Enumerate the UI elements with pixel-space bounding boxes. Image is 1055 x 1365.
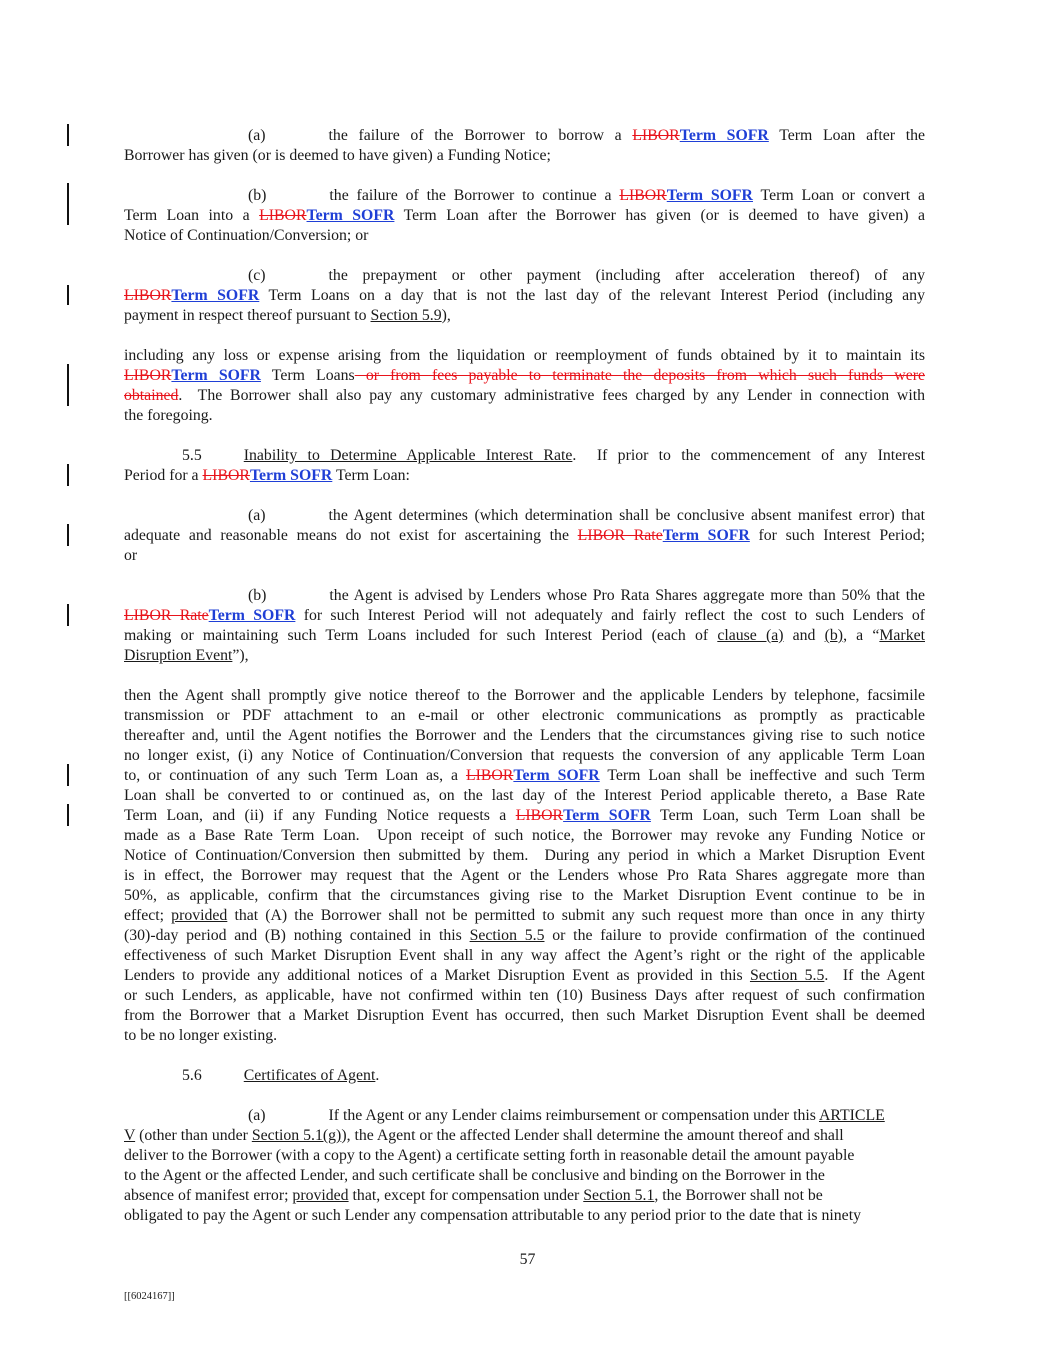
section-5-5-clause-a: (a) the Agent determines (which determination shall be conclusive absent manifest error) that adequate and reasonable means do not exist for ascertaining the LIBOR RateTerm SOFR for such Interest Period; or <box>124 507 925 564</box>
document-id: [[6024167]] <box>124 1291 175 1302</box>
section-number: 5.5 <box>182 447 202 464</box>
section-5-5: 5.5 Inability to Determine Applicable Interest Rate. If prior to the commencement of any Interest Period for a LIBORTerm SOFR Term Loan: <box>124 447 925 484</box>
section-5-6-clause-a: (a) If the Agent or any Lender claims reimbursement or compensation under this ARTICLE V (other than under Section 5.1(g)), the Agent or the affected Lender shall determine the amount thereof and shall deliver to the Borrower (with a copy to the Agent) a certificate setting forth in reasonable detail the amount payable to the Agent or the affected Lender, and such certificate shall be conclusive and binding on the Borrower in the absence of manifest error; provided that, except for compensation under Section 5.1, the Borrower shall not be obligated to pay the Agent or such Lender any compensation attributable to any period prior to the date that is ninety <box>124 1107 885 1224</box>
clause-c-prepayment: (c) the prepayment or other payment (including after acceleration thereof) of any LIBORTerm SOFR Term Loans on a day that is not the last day of the relevant Interest Period (including any payment in respect thereof pursuant to Section 5.9), <box>124 267 925 324</box>
clause-b-failure-to-continue: (b) the failure of the Borrower to continue a LIBORTerm SOFR Term Loan or convert a Term Loan into a LIBORTerm SOFR Term Loan after the Borrower has given (or is deemed to have given) a Notice of Continuation/Conversion; or <box>124 187 925 244</box>
section-5-1-link[interactable]: Section 5.1 <box>583 1187 655 1204</box>
section-5-5-clause-b: (b) the Agent is advised by Lenders whose Pro Rata Shares aggregate more than 50% that the LIBOR RateTerm SOFR for such Interest Period will not adequately and fairly reflect the cost to such Lenders of making or maintaining such Term Loans included for such Interest Period (each of clause (a) and (b), a “Market Disruption Event”), <box>124 587 925 664</box>
change-bar <box>67 124 69 146</box>
page-number: 57 <box>519 1251 536 1268</box>
article-v-link[interactable]: ARTICLE <box>819 1107 885 1124</box>
change-bar <box>67 183 69 225</box>
change-bar <box>67 804 69 826</box>
change-bar <box>67 285 69 305</box>
article-v-link[interactable]: V <box>124 1127 136 1144</box>
change-bar <box>67 524 69 546</box>
section-title: Inability to Determine Applicable Interest Rate <box>243 447 573 464</box>
section-number: 5.6 <box>182 1067 202 1084</box>
paragraph-then-the-agent: then the Agent shall promptly give notice thereof to the Borrower and the applicable Lenders by telephone, facsimile transmission or PDF attachment to an e-mail or other electronic communications as promptly as practicable thereafter and, until the Agent notifies the Borrower and the Lenders that the circumstances giving rise to such notice no longer exist, (i) any Notice of Continuation/Conversion that requests the conversion of any applicable Term Loan to, or continuation of any such Term Loan as, a LIBORTerm SOFR Term Loan shall be ineffective and such Term Loan shall be converted to or continued as, on the last day of the Interest Period applicable thereto, a Base Rate Term Loan, and (ii) if any Funding Notice requests a LIBORTerm SOFR Term Loan, such Term Loan shall be made as a Base Rate Term Loan. Upon receipt of such notice, the Borrower may revoke any Funding Notice or Notice of Continuation/Conversion then submitted by them. During any period in which a Market Disruption Event is in effect, the Borrower may request that the Agent or the Lenders whose Pro Rata Shares aggregate more than 50%, as applicable, confirm that the circumstances giving rise to the Market Disruption Event continue to be in effect; provided that (A) the Borrower shall not be permitted to submit any such request more than once in any thirty (30)-day period and (B) nothing contained in this Section 5.5 or the failure to provide confirmation of the continued effectiveness of such Market Disruption Event shall in any way affect the Agent’s right or the right of the applicable Lenders to provide any additional notices of a Market Disruption Event as provided in this Section 5.5. If the Agent or such Lenders, as applicable, have not confirmed within ten (10) Business Days after request of such confirmation from the Borrower that a Market Disruption Event has occurred, then such Market Disruption Event shall be deemed to be no longer existing. <box>124 687 926 1044</box>
change-bar <box>67 764 69 786</box>
change-bar <box>67 604 69 626</box>
section-title: Certificates of Agent <box>243 1067 376 1084</box>
change-bar <box>67 464 69 486</box>
section-5-5-link[interactable]: Section 5.5 <box>469 927 545 944</box>
section-5-5-link[interactable]: Section 5.5 <box>749 967 825 984</box>
clause-a-failure-to-borrow: (a) the failure of the Borrower to borrow a LIBORTerm SOFR Term Loan after the Borrower has given (or is deemed to have given) a Funding Notice; <box>124 127 925 164</box>
paragraph-including-any-loss: including any loss or expense arising from the liquidation or reemployment of funds obtained by it to maintain its LIBORTerm SOFR Term Loans or from fees payable to terminate the deposits from which such funds were obtained. The Borrower shall also pay any customary administrative fees charged by any Lender in connection with the foregoing. <box>124 347 925 424</box>
section-5-1-g-link[interactable]: Section 5.1(g) <box>251 1127 342 1144</box>
section-5-9-link[interactable]: Section 5.9 <box>370 307 442 324</box>
section-5-6: 5.6 Certificates of Agent. <box>182 1067 380 1084</box>
change-bar <box>67 364 69 406</box>
